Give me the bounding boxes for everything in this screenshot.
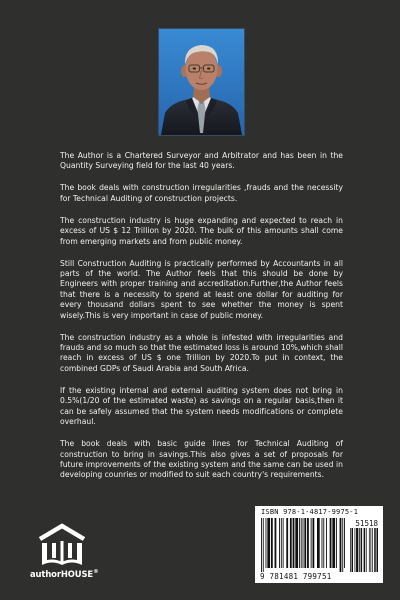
barcode-bar [369,528,370,572]
barcode-bar [283,518,284,568]
barcode-bar [263,518,264,572]
barcode-bar [330,518,332,568]
barcode-bar [340,518,342,572]
blurb-text [60,151,343,492]
barcode-bar [312,518,314,568]
barcode-bar [261,518,262,572]
barcode-bar [374,528,376,572]
publisher-name: authorHOUSE® [30,569,99,579]
author-portrait-image [159,29,244,135]
barcode-bar [322,518,323,568]
barcode-bar [301,518,302,568]
barcode-bar [366,528,367,572]
blurb-paragraph: If the existing internal and external auditing system does not bring in 0.5%(1/20 of the estimated waste) as savings on a regular basis,then it can be safely assumed that the system needs modifications or complete overhaul. [60,385,343,427]
barcode-bar [279,518,280,568]
barcode-bar [307,518,309,568]
barcode-bar [370,528,371,572]
publisher-logo [30,523,99,579]
barcode-bar [271,518,273,568]
ean-barcode-bars [261,518,345,572]
barcode-bar [304,518,306,568]
barcode-bar [323,518,324,568]
barcode-bar [376,528,378,572]
isbn-barcode [255,506,383,583]
barcode-bar [361,528,363,572]
barcode-bar [295,518,298,568]
barcode-bar [364,528,366,572]
barcode-bar [299,518,300,568]
blurb-paragraph: The Author is a Chartered Surveyor and Arbitrator and has been in the Quantity Surveying field for the last 40 years. [60,151,343,171]
author-photo [158,28,245,136]
barcode-bar [355,528,356,572]
barcode-bar [266,518,267,568]
barcode-bar [356,528,358,572]
barcode-bar [290,518,292,568]
barcode-bar [303,518,304,568]
isbn-label: ISBN 978-1-4817-9975-1 [261,508,359,516]
barcode-bar [352,528,354,572]
ean-digits: 9 781481 799751 [260,572,332,581]
barcode-bar [359,528,360,572]
blurb-paragraph: Still Construction Auditing is practically performed by Accountants in all parts of the world. The Author feels that this should be done by Engineers with proper training and accreditation.Further,the Author feels that there is a necessity to spend at least one dollar for auditing for every thousand dollars spent to see whether the money is spent wisely.This is very important in case of public money. [60,258,343,320]
barcode-bar [326,518,327,568]
barcode-bar [344,518,345,568]
blurb-paragraph: The construction industry is huge expanding and expected to reach in excess of US $ 12 Trillion by 2020. The bulk of this amounts shall come from emerging markets and from public money. [60,215,343,246]
barcode-bar [372,528,373,572]
barcode-bar [293,518,295,568]
barcode-bar [281,518,282,568]
barcode-bar [332,518,335,568]
barcode-bar [342,518,343,572]
price-code: 51518 [355,519,378,528]
house-book-logo-icon [30,523,94,567]
addon-barcode-bars [350,528,378,572]
barcode-bar [267,518,270,568]
blurb-paragraph: The book deals with basic guide lines for Technical Auditing of construction to bring in savings.This also gives a set of proposals for future improvements of the existing system and the same can be used in developing counries or modified to suit each country's requirements. [60,439,343,480]
blurb-paragraph: The book deals with construction irregularities ,frauds and the necessity for Technical Auditing of construction projects. [60,183,343,203]
barcode-bar [286,518,288,568]
barcode-bar [317,518,320,568]
barcode-bar [350,528,351,572]
barcode-bar [275,518,277,568]
blurb-paragraph: The construction industry as a whole is infested with irregularities and frauds and so much so that the estimated loss is around 10%,which shall reach in excess of US $ one Trillion by 2020.To put in context, the combined GDPs of Saudi Arabia and South Africa. [60,332,343,373]
barcode-bar [336,518,337,568]
barcode-bar [311,518,312,568]
